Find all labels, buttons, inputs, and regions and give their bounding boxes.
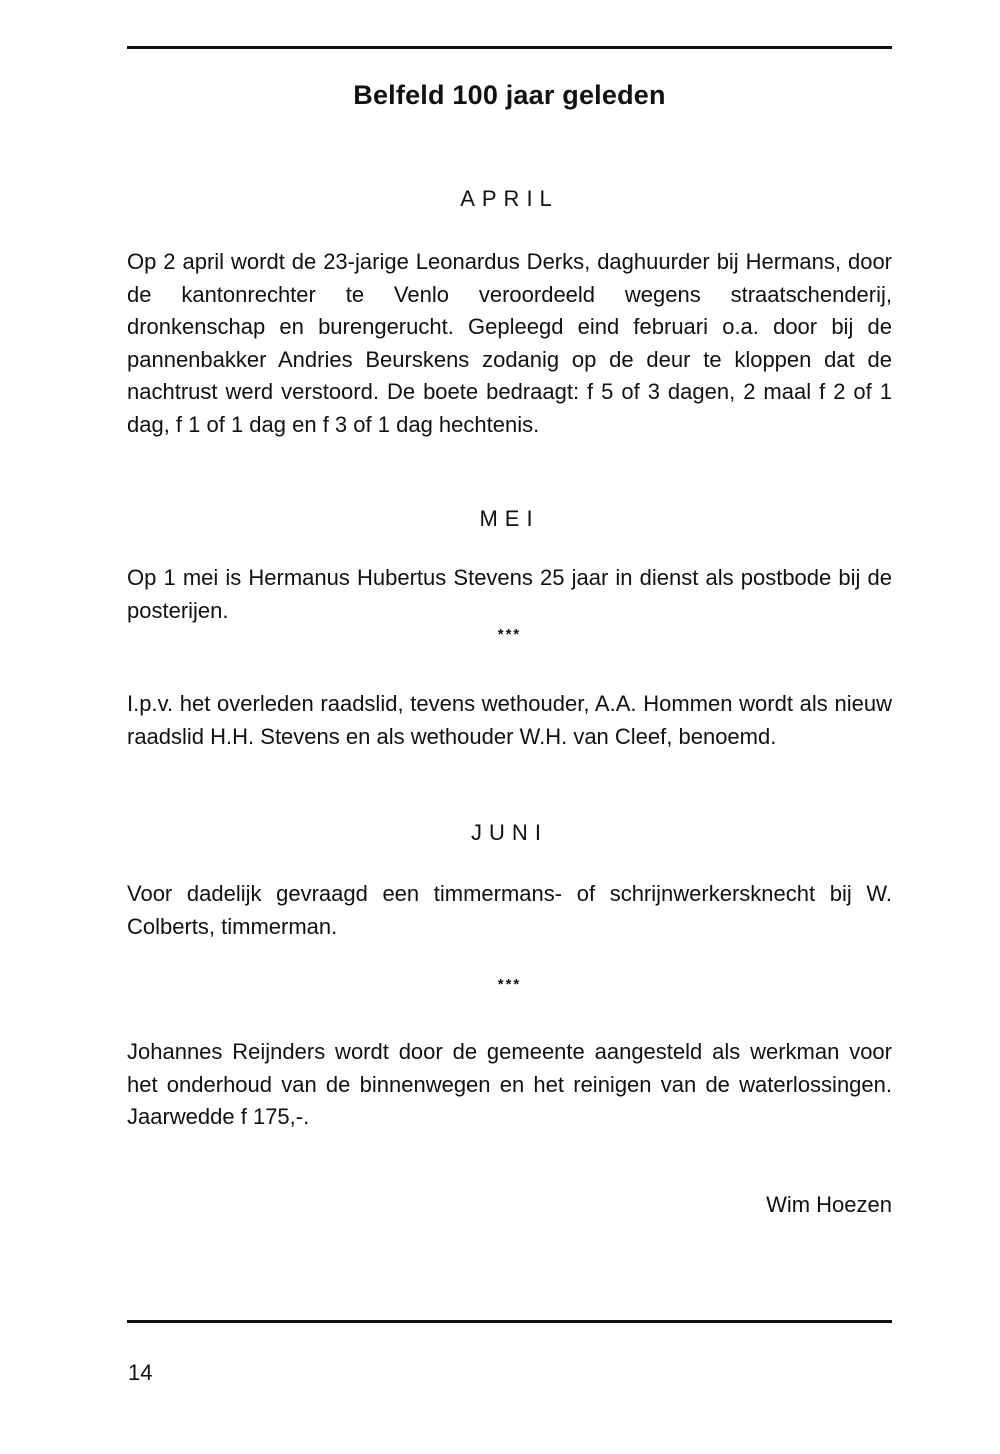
page-title: Belfeld 100 jaar geleden — [353, 80, 666, 110]
juni-paragraph-2: Johannes Reijnders wordt door de gemeente aangesteld als werkman voor het onderhoud van de binnenwegen en het reinigen van de waterlossingen. Jaarwedde f 175,-. — [127, 1039, 892, 1129]
section-heading-april: APRIL — [460, 186, 559, 211]
page-number: 14 — [128, 1360, 153, 1385]
juni-paragraph-1: Voor dadelijk gevraagd een timmermans- of schrijnwerkersknecht bij W. Colberts, timmerman. — [127, 881, 892, 939]
mei-paragraph-1: Op 1 mei is Hermanus Hubertus Stevens 25 jaar in dienst als postbode bij de posterijen. — [127, 565, 892, 623]
section-heading-juni: JUNI — [471, 820, 548, 845]
april-paragraph: Op 2 april wordt de 23-jarige Leonardus Derks, daghuurder bij Hermans, door de kantonrechter te Venlo veroordeeld wegens straatschenderij, dronkenschap en burengerucht. Gepleegd eind februari o.a. door bij de pannenbakker Andries Beurskens zodanig op de deur te kloppen dat de nachtrust werd verstoord. De boete bedraagt: f 5 of 3 dagen, 2 maal f 2 of 1 dag, f 1 of 1 dag en f 3 of 1 dag hechtenis. — [127, 249, 892, 437]
separator-stars-2: *** — [497, 976, 522, 993]
mei-paragraph-2: I.p.v. het overleden raadslid, tevens wethouder, A.A. Hommen wordt als nieuw raadslid H.H. Stevens en als wethouder W.H. van Cleef, benoemd. — [127, 691, 892, 749]
separator-stars-1: *** — [497, 626, 522, 643]
author-signature: Wim Hoezen — [766, 1192, 892, 1217]
bottom-rule — [127, 1320, 892, 1323]
section-heading-mei: MEI — [479, 506, 540, 531]
top-rule — [127, 46, 892, 49]
